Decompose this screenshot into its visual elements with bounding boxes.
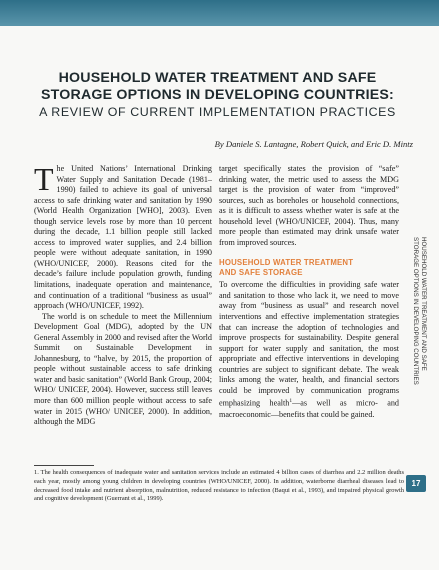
right-paragraph-1: target specifically states the provision of “safe” drinking water, the metric used to assess the MDG target is the provision of water from “improved” sources, such as boreholes or household connections, as it is difficult to assess whether water is safe at the household level (WHO/UNICEF, 2004). Thus, many more people than estimated may drink unsafe water from improved sources. [219, 164, 399, 247]
right-paragraph-2 [219, 280, 399, 420]
page-number: 17 [406, 475, 426, 492]
header-color-bar [0, 0, 439, 26]
subtitle: A REVIEW OF CURRENT IMPLEMENTATION PRACTICES [39, 105, 396, 119]
sidebar-line-2: STORAGE OPTIONS IN DEVELOPING COUNTRIES [412, 237, 419, 385]
section-heading-line-2: AND SAFE STORAGE [219, 268, 303, 278]
right-column [219, 164, 399, 420]
left-paragraph-1 [34, 161, 212, 312]
section-heading [219, 258, 399, 278]
section-heading-line-1: HOUSEHOLD WATER TREATMENT [219, 258, 354, 268]
running-sidebar-title [407, 237, 427, 467]
footnote-marker[interactable]: 1 [289, 398, 293, 405]
left-paragraph-1-text: he United Nations’ International Drinking Water Supply and Sanitation Decade (1981–1990) failed to achieve its goal of universal access to safe drinking water and sanitation by 1990 (World Health Organization [WHO], 2003). Even though service levels rose by more than 10 percent during the decade, 1.1 billion people still lacked access to improved water supplies, and 2.4 billion people were without adequate sanitation, in 1990 (WHO/UNICEF, 2000). Reasons cited for the decade’s failure include population growth, funding limitations, inadequate operation and maintenance, and continuation of a traditional “business as usual” approach (WHO/UNICEF, 1992). [34, 164, 212, 311]
right-paragraph-2-end: —as well as micro- and macroeconomic—benefits that could be gained. [219, 399, 399, 419]
sidebar-line-1: HOUSEHOLD WATER TREATMENT AND SAFE [420, 237, 427, 371]
drop-cap: T [34, 161, 54, 197]
title-block [20, 70, 415, 119]
right-paragraph-2-text: To overcome the difficulties in providing safe water and sanitation to those who lack it, we need to move away from “business as usual” and research novel interventions and effective implementation strategies that can increase the adoption of technologies and improve prospects for sustainability. Despite general support for water supply and sanitation, the most appropriate and effective interventions in developing countries are subject to significant debate. The weak links among the water, health, and financial sectors could be improved by communication programs emphasizing health [219, 280, 399, 409]
left-column [34, 161, 212, 428]
title-line-1: HOUSEHOLD WATER TREATMENT AND SAFE [58, 70, 377, 86]
footnote-rule [34, 465, 94, 466]
authors-byline: By Daniele S. Lantagne, Robert Quick, and Eric D. Mintz [214, 139, 413, 149]
title-line-2: STORAGE OPTIONS IN DEVELOPING COUNTRIES: [40, 87, 394, 103]
footnote: 1. The health consequences of inadequate water and sanitation services include an estimated 4 billion cases of diarrhea and 2.2 million deaths each year, mostly among young children in developing countries (WHO/UNICEF, 2000). In addition, waterborne diarrheal diseases lead to decreased food intake and nutrient absorption, malnutrition, reduced resistance to infection (Baqui et al., 1993), and impaired physical growth and cognitive development (Guerrant et al., 1999). [34, 469, 404, 503]
left-paragraph-2: The world is on schedule to meet the Millennium Development Goal (MDG), adopted by the UN General Assembly in 2000 and revised after the World Summit on Sustainable Development in Johannesburg, to “halve, by 2015, the proportion of people without sustainable access to safe drinking water and basic sanitation” (World Bank Group, 2004; WHO/ UNICEF, 2004). However, success still leaves more than 600 million people without access to safe water in 2015 (WHO/ UNICEF, 2000). In addition, although the MDG [34, 311, 212, 427]
